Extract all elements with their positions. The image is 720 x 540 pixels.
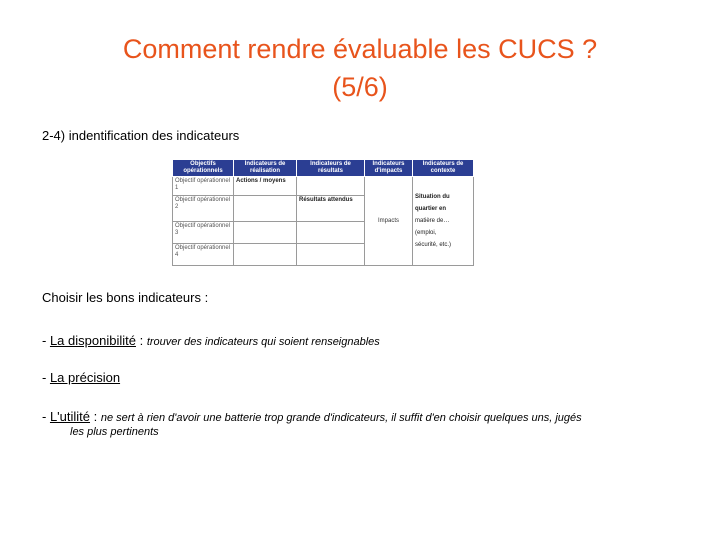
bullet-precision bbox=[42, 370, 120, 385]
bullet-sep: : bbox=[135, 333, 147, 348]
resultats-cell bbox=[297, 222, 365, 244]
section-heading: 2-4) indentification des indicateurs bbox=[42, 128, 240, 143]
bullet-key: L'utilité bbox=[49, 409, 91, 424]
table-row bbox=[173, 177, 474, 196]
indicators-table bbox=[172, 159, 474, 266]
contexte-line: quartier en bbox=[415, 206, 447, 212]
bullet-key: La disponibilité bbox=[49, 333, 136, 348]
bullet-sep: : bbox=[90, 409, 101, 424]
objective-cell: Objectif opérationnel 3 bbox=[173, 222, 234, 244]
table-header: Indicateurs de réalisation bbox=[234, 160, 297, 177]
resultats-cell bbox=[297, 177, 365, 196]
objective-cell: Objectif opérationnel 4 bbox=[173, 244, 234, 266]
bullet-disponibilite bbox=[42, 333, 380, 348]
title-line-1: Comment rendre évaluable les CUCS ? bbox=[122, 34, 598, 64]
contexte-cell bbox=[413, 177, 474, 266]
table-header: Indicateurs d'impacts bbox=[365, 160, 413, 177]
resultats-cell bbox=[297, 244, 365, 266]
table-header: Objectifs opérationnels bbox=[173, 160, 234, 177]
table-header: Indicateurs de résultats bbox=[297, 160, 365, 177]
bullet-desc: ne sert à rien d'avoir une batterie trop grande d'indicateurs, il suffit d'en choisir quelques uns, jugés bbox=[100, 412, 582, 424]
slide-title bbox=[40, 30, 680, 106]
table-header: Indicateurs de contexte bbox=[413, 160, 474, 177]
contexte-line: Situation du bbox=[415, 194, 450, 200]
bullet-key: La précision bbox=[49, 370, 121, 385]
bullet-utilite bbox=[42, 410, 662, 439]
bullet-prefix: - bbox=[42, 409, 50, 424]
impacts-cell: Impacts bbox=[365, 177, 413, 266]
realisation-cell bbox=[234, 196, 297, 222]
title-line-2: (5/6) bbox=[332, 72, 388, 102]
bullet-prefix: - bbox=[42, 370, 50, 385]
contexte-line: sécurité, etc.) bbox=[415, 242, 452, 248]
objective-cell: Objectif opérationnel 1 bbox=[173, 177, 234, 196]
realisation-cell bbox=[234, 222, 297, 244]
table-header-row bbox=[173, 160, 474, 177]
resultats-cell: Résultats attendus bbox=[297, 196, 365, 222]
bullet-desc: trouver des indicateurs qui soient renseignables bbox=[146, 336, 380, 348]
realisation-cell: Actions / moyens bbox=[234, 177, 297, 196]
choose-heading: Choisir les bons indicateurs : bbox=[42, 290, 209, 305]
objective-cell: Objectif opérationnel 2 bbox=[173, 196, 234, 222]
contexte-line: matière de… bbox=[415, 218, 450, 224]
bullet-prefix: - bbox=[42, 333, 50, 348]
bullet-desc-continued: les plus pertinents bbox=[70, 426, 159, 438]
contexte-line: (emploi, bbox=[415, 230, 437, 236]
realisation-cell bbox=[234, 244, 297, 266]
